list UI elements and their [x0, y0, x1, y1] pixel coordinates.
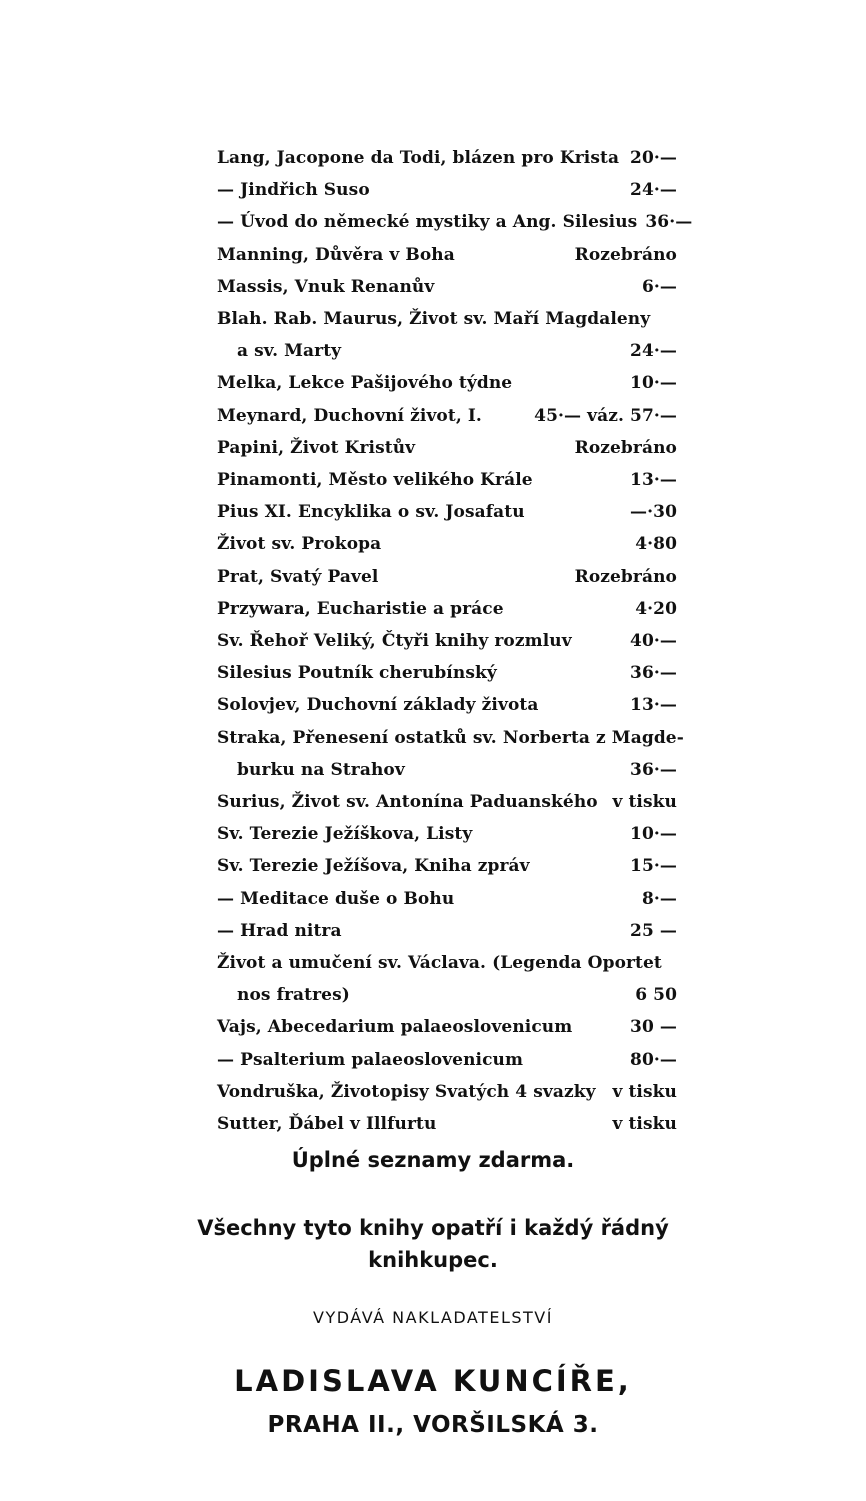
book-entry-line [217, 722, 684, 754]
book-title: Život a umučení sv. Václava. (Legenda Oportet [217, 953, 662, 974]
book-title: Pius XI. Encyklika o sv. Josafatu [217, 502, 525, 523]
book-entry [217, 883, 677, 915]
book-title: Sv. Terezie Ježíšova, Kniha zpráv [217, 856, 530, 877]
book-entry [217, 239, 677, 271]
book-price [684, 722, 692, 754]
book-title: a sv. Marty [237, 341, 342, 362]
book-entry [217, 561, 677, 593]
book-list [217, 142, 693, 1140]
book-title: — Psalterium palaeoslovenicum [217, 1049, 524, 1070]
book-price: 24·— [630, 341, 677, 362]
book-title: — Jindřich Suso [217, 180, 370, 201]
book-entry-line [217, 1108, 677, 1140]
availability-note: Všechny tyto knihy opatří i každý řádný knihkupec. [197, 1216, 669, 1272]
book-title: Blah. Rab. Maurus, Život sv. Maří Magdaleny [217, 309, 651, 330]
book-title: Surius, Život sv. Antonína Paduanského [217, 792, 598, 813]
book-price: 4·80 [635, 534, 677, 555]
book-title: burku na Strahov [237, 759, 405, 780]
book-price: 13·— [630, 470, 677, 491]
book-entry [217, 625, 677, 657]
book-price: v tisku [612, 1081, 677, 1102]
book-price: 36·— [630, 663, 677, 684]
book-price: v tisku [612, 1114, 677, 1135]
book-entry-line [217, 496, 677, 528]
book-entry-line [217, 850, 677, 882]
book-entry-line [217, 239, 677, 271]
book-entry [217, 400, 677, 432]
book-entry-line [217, 206, 693, 238]
book-entry [217, 528, 677, 560]
book-entry [217, 1108, 677, 1140]
publisher-name: LADISLAVA KUNCÍŘE, [234, 1364, 632, 1398]
book-title: Život sv. Prokopa [217, 534, 382, 555]
book-entry [217, 174, 677, 206]
book-price: 10·— [630, 824, 677, 845]
book-title: Papini, Život Kristův [217, 437, 416, 458]
book-price: 30 — [630, 1017, 677, 1038]
book-price: 40·— [630, 631, 677, 652]
book-price: 36·— [630, 759, 677, 780]
book-title: Sutter, Ďábel v Illfurtu [217, 1114, 437, 1135]
book-entry-line [217, 593, 677, 625]
book-entry-line [217, 142, 677, 174]
book-entry [217, 1076, 677, 1108]
book-entry-line [217, 174, 677, 206]
book-entry [217, 496, 677, 528]
book-entry [217, 593, 677, 625]
book-entry [217, 206, 693, 238]
book-price: 20·— [630, 148, 677, 168]
book-entry [217, 303, 677, 367]
book-entry [217, 142, 677, 174]
book-entry-line [217, 947, 677, 979]
book-price: 36·— [645, 212, 693, 233]
book-title: Sv. Řehoř Veliký, Čtyři knihy rozmluv [217, 631, 572, 652]
book-entry-line [217, 818, 677, 850]
book-title: Sv. Terezie Ježíškova, Listy [217, 824, 473, 845]
book-price: 4·20 [635, 598, 677, 619]
book-title: Prat, Svatý Pavel [217, 566, 379, 587]
book-price: 13·— [630, 695, 677, 716]
book-entry [217, 367, 677, 399]
book-entry [217, 464, 677, 496]
book-entry [217, 657, 677, 689]
book-price: 80·— [630, 1049, 677, 1070]
book-price: —·30 [630, 502, 677, 523]
book-price: Rozebráno [574, 566, 677, 587]
book-price: 8·— [641, 888, 677, 909]
book-title: Straka, Přenesení ostatků sv. Norberta z Magde- [217, 727, 684, 748]
book-entry [217, 786, 677, 818]
book-price: 25 — [630, 920, 677, 941]
book-title: — Úvod do německé mystiky a Ang. Silesius [217, 212, 638, 233]
book-price: Rozebráno [574, 244, 677, 265]
book-price: 10·— [630, 373, 677, 394]
book-entry-line [217, 561, 677, 593]
book-title: Vondruška, Životopisy Svatých 4 svazky [217, 1081, 596, 1102]
book-entry [217, 1011, 677, 1043]
publisher-line: VYDÁVÁ NAKLADATELSTVÍ [313, 1308, 553, 1327]
book-entry [217, 947, 677, 1011]
free-lists-note: Úplné seznamy zdarma. [291, 1148, 575, 1172]
book-entry [217, 689, 677, 721]
book-entry [217, 850, 677, 882]
book-title: Massis, Vnuk Renanův [217, 276, 435, 297]
book-title: Lang, Jacopone da Todi, blázen pro Krista [217, 148, 620, 168]
book-price: 24·— [630, 180, 677, 201]
book-entry [217, 818, 677, 850]
book-title: — Hrad nitra [217, 920, 342, 941]
book-price: 6 50 [635, 985, 677, 1006]
book-entry-line [217, 335, 677, 367]
book-entry-line [217, 883, 677, 915]
book-price [669, 947, 677, 979]
book-title: Pinamonti, Město velikého Krále [217, 470, 533, 491]
book-entry-line [217, 432, 677, 464]
book-entry-line [217, 400, 677, 432]
book-entry-line [217, 689, 677, 721]
book-title: — Meditace duše o Bohu [217, 888, 455, 909]
book-entry-line [217, 1044, 677, 1076]
book-entry [217, 722, 684, 786]
book-price: 45·— váz. 57·— [534, 405, 677, 426]
publisher-address: PRAHA II., VORŠILSKÁ 3. [267, 1412, 599, 1438]
book-title: Vajs, Abecedarium palaeoslovenicum [217, 1017, 573, 1038]
book-title: Melka, Lekce Pašijového týdne [217, 373, 513, 394]
book-entry-line [217, 754, 677, 786]
book-title: Meynard, Duchovní život, I. [217, 405, 482, 426]
book-title: Solovjev, Duchovní základy života [217, 695, 539, 716]
book-entry-line [217, 1076, 677, 1108]
book-entry-line [217, 657, 677, 689]
book-title: Przywara, Eucharistie a práce [217, 598, 504, 619]
book-title: nos fratres) [237, 985, 350, 1006]
book-price: Rozebráno [574, 437, 677, 458]
book-entry-line [217, 1011, 677, 1043]
book-entry-line [217, 464, 677, 496]
book-entry-line [217, 303, 677, 335]
book-entry-line [217, 528, 677, 560]
book-entry-line [217, 915, 677, 947]
book-entry [217, 1044, 677, 1076]
book-entry-line [217, 625, 677, 657]
book-price: 6·— [641, 276, 677, 297]
book-entry-line [217, 271, 677, 303]
book-entry [217, 271, 677, 303]
book-entry-line [217, 979, 677, 1011]
book-entry [217, 915, 677, 947]
book-title: Silesius Poutník cherubínský [217, 663, 497, 684]
book-title: Manning, Důvěra v Boha [217, 244, 455, 265]
book-entry [217, 432, 677, 464]
book-entry-line [217, 786, 677, 818]
book-entry-line [217, 367, 677, 399]
book-price [669, 303, 677, 335]
book-price: v tisku [612, 792, 677, 813]
book-price: 15·— [630, 856, 677, 877]
